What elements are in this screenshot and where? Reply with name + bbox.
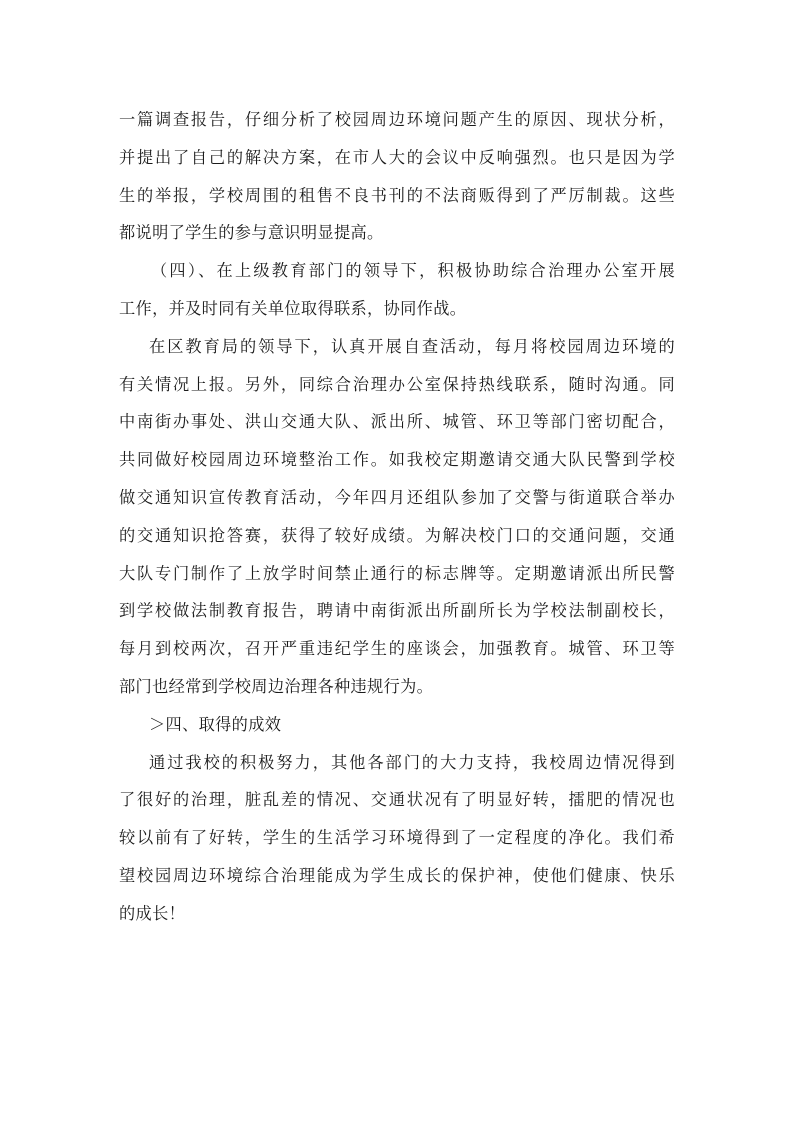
text-line: 较以前有了好转，学生的生活学习环境得到了一定程度的净化。我们希 [119,828,675,848]
text-line: 工作，并及时同有关单位取得联系，协同作战。 [119,298,467,318]
text-line: 部门也经常到学校周边治理各种违规行为。 [119,676,434,696]
paragraph-section-four-body [119,328,675,706]
text-line: 到学校做法制教育报告，聘请中南街派出所副所长为学校法制副校长， [119,601,675,621]
text-line: 生的举报，学校周围的租售不良书刊的不法商贩得到了严厉制裁。这些 [119,185,675,205]
section-heading-results [119,706,675,744]
text-line: 都说明了学生的参与意识明显提高。 [119,223,384,243]
text-line: 做交通知识宣传教育活动，今年四月还组队参加了交警与街道联合举办 [119,487,675,507]
text-line: 大队专门制作了上放学时间禁止通行的标志牌等。定期邀请派出所民警 [119,563,675,583]
text-line: （四）、在上级教育部门的领导下，积极协助综合治理办公室开展 [151,261,675,281]
text-line: 的成长！ [119,903,186,923]
paragraph-results-body [119,744,675,933]
text-line: 通过我校的积极努力，其他各部门的大力支持，我校周边情况得到 [149,752,675,772]
paragraph-report-intro [119,101,675,252]
text-line: 有关情况上报。另外，同综合治理办公室保持热线联系，随时沟通。同 [119,374,675,394]
text-line: 了很好的治理，脏乱差的情况、交通状况有了明显好转，擂肥的情况也 [119,790,675,810]
section-heading-four [119,252,675,328]
text-line: 并提出了自己的解决方案，在市人大的会议中反响强烈。也只是因为学 [119,147,675,167]
text-line: 中南街办事处、洪山交通大队、派出所、城管、环卫等部门密切配合， [119,412,675,432]
text-line: ＞四、取得的成效 [149,714,282,734]
text-line: 在区教育局的领导下，认真开展自查活动，每月将校园周边环境的 [149,336,675,356]
text-line: 每月到校两次，召开严重违纪学生的座谈会，加强教育。城管、环卫等 [119,639,675,659]
text-line: 望校园周边环境综合治理能成为学生成长的保护神，使他们健康、快乐 [119,865,675,885]
text-line: 共同做好校园周边环境整治工作。如我校定期邀请交通大队民警到学校 [119,450,675,470]
text-line: 的交通知识抢答赛，获得了较好成绩。为解决校门口的交通问题，交通 [119,525,675,545]
text-line: 一篇调查报告，仔细分析了校园周边环境问题产生的原因、现状分析， [119,110,675,129]
document-body [119,101,675,933]
